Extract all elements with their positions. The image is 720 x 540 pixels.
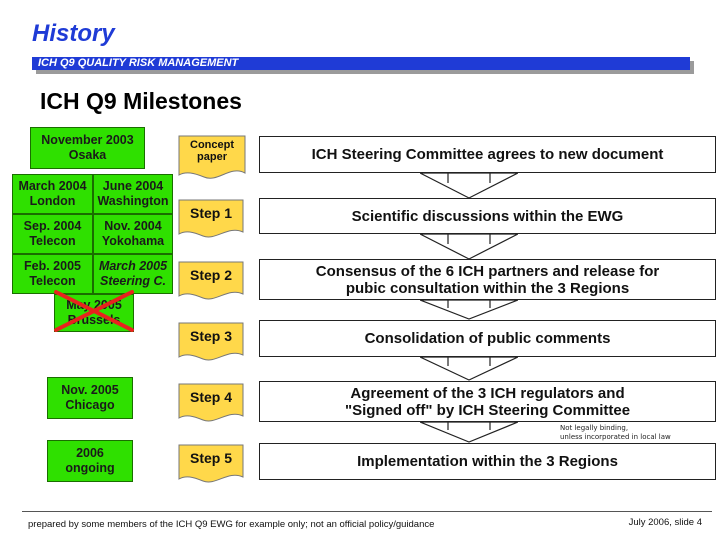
milestone-date: March 2005 xyxy=(98,259,168,273)
header-bar xyxy=(32,57,690,70)
step-4-box xyxy=(259,381,716,422)
step-3-label: Step 3 xyxy=(189,328,232,344)
down-arrow-icon xyxy=(420,234,518,260)
step-4-text-line: Agreement of the 3 ICH regulators and xyxy=(350,384,625,402)
milestone-nov-2003 xyxy=(30,127,145,169)
milestone-place: ongoing xyxy=(65,461,115,475)
legal-note-line: Not legally binding, xyxy=(560,424,629,432)
milestone-date: Sep. 2004 xyxy=(23,219,82,233)
step-5-box xyxy=(259,443,716,480)
milestone-place: Yokohama xyxy=(101,234,165,248)
concept-label-line: Concept xyxy=(190,139,234,151)
milestone-place: Steering C. xyxy=(99,274,166,288)
milestone-date: 2006 xyxy=(76,446,104,460)
milestone-place: Chicago xyxy=(65,398,115,412)
milestone-place: Brussels xyxy=(67,313,121,327)
step-4-text-line: "Signed off" by ICH Steering Committee xyxy=(344,401,631,419)
step-5-text: Implementation within the 3 Regions xyxy=(357,453,618,470)
step-1-label: Step 1 xyxy=(189,205,232,221)
step-2-text-line: Consensus of the 6 ICH partners and release for xyxy=(315,262,660,280)
milestone-place: Telecon xyxy=(29,274,76,288)
step-2-label: Step 2 xyxy=(189,267,232,283)
milestone-date: Nov. 2005 xyxy=(61,383,119,397)
footer-disclaimer: prepared by some members of the ICH Q9 EWG for example only; not an official policy/guidance xyxy=(28,519,435,530)
footer-slide-number: July 2006, slide 4 xyxy=(628,517,702,528)
milestone-place: Telecon xyxy=(29,234,76,248)
milestone-place: London xyxy=(29,194,76,208)
header-subtitle: ICH Q9 QUALITY RISK MANAGEMENT xyxy=(38,57,239,69)
step-3-box xyxy=(259,320,716,357)
legal-note xyxy=(560,424,671,442)
concept-paper-label xyxy=(178,137,246,165)
concept-label-line: paper xyxy=(197,151,227,163)
milestone-date: Feb. 2005 xyxy=(24,259,81,273)
milestone-date: Nov. 2004 xyxy=(104,219,162,233)
milestone-nov-2005 xyxy=(47,377,133,419)
step-4-label: Step 4 xyxy=(189,389,232,405)
cancelled-cross-icon xyxy=(52,288,136,332)
footer-divider xyxy=(22,511,712,512)
legal-note-line: unless incorporated in local law xyxy=(560,433,671,441)
step-2-box xyxy=(259,259,716,300)
concept-box xyxy=(259,136,716,173)
milestone-mar-2004 xyxy=(12,174,93,214)
down-arrow-icon xyxy=(420,357,518,381)
step-3-text: Consolidation of public comments xyxy=(364,330,611,347)
milestone-place: Washington xyxy=(97,194,169,208)
milestone-date: November 2003 xyxy=(41,133,134,147)
down-arrow-icon xyxy=(420,300,518,320)
milestone-date: May 2005 xyxy=(66,298,122,312)
step-2-text-line: pubic consultation within the 3 Regions xyxy=(345,279,630,297)
milestone-date: June 2004 xyxy=(102,179,164,193)
milestone-sep-2004 xyxy=(12,214,93,254)
milestone-nov-2004 xyxy=(93,214,173,254)
concept-text: ICH Steering Committee agrees to new document xyxy=(311,146,664,163)
step-1-text: Scientific discussions within the EWG xyxy=(351,207,624,225)
milestone-jun-2004 xyxy=(93,174,173,214)
milestone-date: March 2004 xyxy=(18,179,87,193)
down-arrow-icon xyxy=(420,422,518,443)
milestone-2006 xyxy=(47,440,133,482)
section-title: History xyxy=(32,20,115,47)
down-arrow-icon xyxy=(420,173,518,199)
milestone-place: Osaka xyxy=(68,148,107,162)
step-5-label: Step 5 xyxy=(189,450,232,466)
step-1-box xyxy=(259,198,716,234)
slide-title: ICH Q9 Milestones xyxy=(40,88,242,114)
